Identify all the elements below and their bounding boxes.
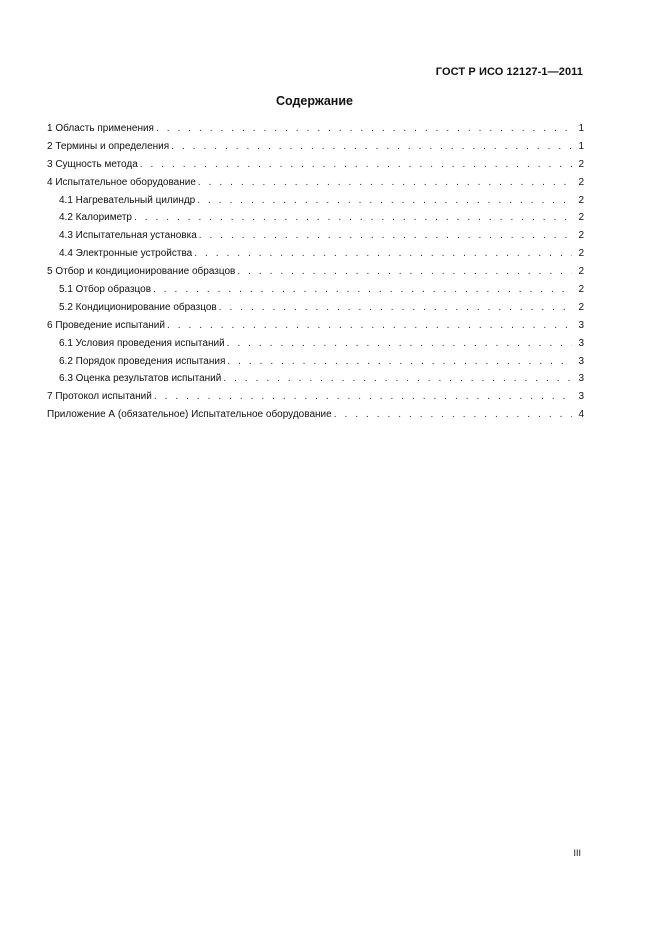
toc-leader-dots [227,335,572,353]
toc-leader-dots [140,156,572,174]
toc-entry-text: Приложение А (обязательное) Испытательное оборудование [47,409,332,421]
toc-leader-dots [194,245,572,263]
toc-leader-dots [237,263,572,281]
toc-entry-page: 2 [578,301,584,313]
toc-entry-text: 6.3 Оценка результатов испытаний [59,373,222,385]
toc-entry-page: 2 [578,248,584,260]
toc-entry-page: 1 [578,123,584,134]
toc-entry[interactable] [47,406,584,424]
toc-entry-text: 4.2 Калориметр [59,212,132,224]
toc-entry-text: 6.2 Порядок проведения испытания [59,355,226,367]
toc-entry-page: 2 [578,284,584,296]
toc-entry-page: 3 [578,355,584,367]
toc-leader-dots [154,388,572,406]
toc-entry[interactable] [47,174,584,192]
toc-leader-dots [197,192,572,210]
toc-entry-page: 3 [578,337,584,349]
toc-leader-dots [227,353,572,371]
toc-entry-text: 6 Проведение испытаний [47,319,165,331]
toc-entry[interactable] [47,299,584,317]
toc-entry-page: 2 [578,266,584,278]
toc-entry-page: 2 [578,230,584,242]
toc-leader-dots [156,120,572,138]
toc-entry-text: 5.2 Кондиционирование образцов [59,301,217,313]
toc-entry-text: 4.4 Электронные устройства [59,248,193,260]
toc-entry[interactable] [47,156,584,174]
toc-entry-text: 7 Протокол испытаний [47,391,152,403]
toc-entry-page: 2 [578,158,584,170]
toc-entry-page: 3 [578,373,584,385]
toc-leader-dots [223,370,572,388]
toc-entry-text: 5.1 Отбор образцов [59,284,152,296]
toc-entry-text: 4.1 Нагревательный цилиндр [59,194,196,206]
toc-leader-dots [198,174,572,192]
toc-entry[interactable] [47,227,584,245]
toc-entry[interactable] [47,353,584,371]
toc-leader-dots [153,281,572,299]
toc-leader-dots [167,317,572,335]
toc-entry[interactable] [47,370,584,388]
toc-entry-text: 3 Сущность метода [47,158,138,170]
toc-entry[interactable] [47,317,584,335]
toc-entry-page: 3 [578,319,584,331]
toc-entry[interactable] [47,245,584,263]
toc-entry-text: 2 Термины и определения [47,140,170,152]
toc-entry-text: 4.3 Испытательная установка [59,230,197,242]
toc-entry-text: 1 Область применения [47,123,154,134]
toc-entry[interactable] [47,138,584,156]
toc-entry[interactable] [47,281,584,299]
page-number: III [573,848,581,858]
toc-entry-text: 6.1 Условия проведения испытаний [59,337,225,349]
toc-entry[interactable] [47,335,584,353]
toc-entry-text: 5 Отбор и кондиционирование образцов [47,266,236,278]
toc-entry[interactable] [47,120,584,138]
toc-leader-dots [171,138,572,156]
toc-entry[interactable] [47,263,584,281]
toc-entry-page: 2 [578,212,584,224]
toc-entry-page: 1 [578,140,584,152]
toc-entry-page: 2 [578,176,584,188]
table-of-contents [47,120,584,424]
toc-leader-dots [134,209,572,227]
toc-leader-dots [199,227,572,245]
toc-entry-page: 3 [578,391,584,403]
toc-leader-dots [334,406,572,424]
toc-entry-page: 4 [578,409,584,421]
toc-leader-dots [219,299,572,317]
toc-entry[interactable] [47,192,584,210]
toc-entry-page: 2 [578,194,584,206]
toc-entry-text: 4 Испытательное оборудование [47,176,196,188]
document-code: ГОСТ Р ИСО 12127-1—2011 [435,66,583,78]
toc-entry[interactable] [47,209,584,227]
toc-entry[interactable] [47,388,584,406]
toc-title: Содержание [275,94,353,108]
